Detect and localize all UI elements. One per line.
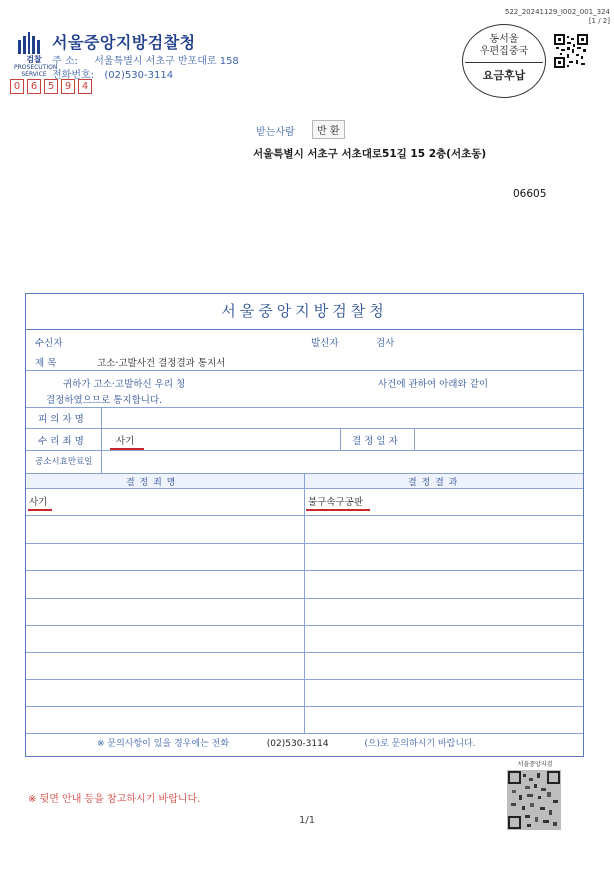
decision-date-label: 결 정 일 자 bbox=[352, 436, 398, 447]
sender-address-line bbox=[52, 52, 239, 67]
recipient-label: 받는사람 bbox=[256, 127, 295, 138]
stamp-line3: 요금후납 bbox=[482, 69, 526, 82]
qr-code-icon bbox=[554, 34, 588, 68]
table-row bbox=[26, 625, 583, 626]
prosecution-logo-icon bbox=[18, 30, 40, 54]
from-value: 검사 bbox=[376, 338, 395, 349]
logo-subtext: PROSECUTION SERVICE bbox=[14, 64, 58, 78]
doc-id-text: 522_20241129_I002_001_324 bbox=[504, 8, 610, 16]
postage-stamp bbox=[462, 24, 546, 98]
table-row bbox=[26, 679, 583, 680]
notification-form bbox=[25, 293, 584, 757]
postal-digit: 6 bbox=[27, 79, 41, 94]
subject-value: 고소·고발사건 결정결과 통지서 bbox=[97, 358, 226, 369]
footnote-text-a: ※ 문의사항이 있을 경우에는 전화 bbox=[97, 739, 230, 749]
body-line1-b: 사건에 관하여 아래와 같이 bbox=[378, 379, 489, 390]
form-title: 서울중앙지방검찰청 bbox=[26, 294, 583, 330]
stamp-line1: 동서울 bbox=[489, 34, 519, 45]
postal-digit: 9 bbox=[61, 79, 75, 94]
col-right-header: 결 정 결 과 bbox=[408, 478, 459, 488]
charge-label: 수 리 죄 명 bbox=[38, 436, 84, 447]
postal-digit: 4 bbox=[78, 79, 92, 94]
table-row bbox=[26, 733, 583, 734]
table-row bbox=[26, 543, 583, 544]
row1-charge: 사기 bbox=[29, 497, 48, 508]
row1-result: 불구속구공판 bbox=[308, 497, 364, 508]
table-row bbox=[26, 706, 583, 707]
qr-caption: 서울중앙지검 bbox=[517, 761, 553, 768]
stamp-divider bbox=[465, 62, 543, 63]
verification-qr-icon bbox=[507, 770, 561, 830]
postal-digit: 0 bbox=[10, 79, 24, 94]
document-id bbox=[500, 8, 610, 26]
org-title: 서울중앙지방검찰청 bbox=[52, 33, 196, 52]
suspect-label: 피 의 자 명 bbox=[38, 414, 84, 425]
logo-caption bbox=[14, 55, 58, 78]
statute-label: 공소시효만료일 bbox=[35, 457, 93, 467]
body-line2: 결정하였으므로 통지합니다. bbox=[46, 395, 163, 406]
postal-digit: 5 bbox=[44, 79, 58, 94]
divider bbox=[340, 428, 341, 450]
table-row bbox=[26, 570, 583, 571]
divider bbox=[26, 407, 583, 408]
subject-label: 제 목 bbox=[35, 358, 57, 369]
row1-result-underline bbox=[306, 509, 370, 511]
divider bbox=[26, 450, 583, 451]
charge-value: 사기 bbox=[116, 436, 135, 447]
stamp-line2: 우편집중국 bbox=[479, 46, 529, 57]
sender-address: 서울특별시 서초구 반포대로 158 bbox=[94, 56, 239, 67]
table-row bbox=[26, 598, 583, 599]
recipient-name: 반 환 bbox=[312, 120, 345, 139]
footnote-text-b: (으)로 문의하시기 바랍니다. bbox=[364, 739, 476, 749]
logo-text: 검찰 bbox=[26, 55, 42, 64]
table-row bbox=[26, 652, 583, 653]
row1-charge-underline bbox=[28, 509, 52, 511]
divider bbox=[414, 428, 415, 450]
to-label: 수신자 bbox=[35, 338, 63, 349]
sender-tel: (02)530-3114 bbox=[104, 70, 174, 81]
from-label: 발신자 bbox=[311, 338, 339, 349]
recipient-address: 서울특별시 서초구 서초대로51길 15 2층(서초동) bbox=[253, 148, 487, 160]
divider bbox=[26, 428, 583, 429]
tel-label: 전화번호: bbox=[52, 70, 95, 81]
reverse-side-note: ※ 뒷면 안내 등을 참고하시기 바랍니다. bbox=[28, 794, 201, 805]
footnote-tel: (02)530-3114 bbox=[266, 739, 329, 749]
table-row bbox=[26, 515, 583, 516]
page-ref: [1 / 2] bbox=[588, 17, 610, 25]
divider bbox=[26, 370, 583, 371]
recipient-zip: 06605 bbox=[513, 188, 547, 200]
address-label: 주 소: bbox=[52, 56, 78, 67]
divider bbox=[304, 473, 305, 733]
col-left-header: 결 정 죄 명 bbox=[126, 478, 177, 488]
page-number: 1/1 bbox=[299, 815, 316, 826]
sender-postal-code bbox=[10, 79, 92, 94]
inquiry-footnote bbox=[97, 736, 476, 749]
divider bbox=[101, 407, 102, 475]
body-line1-a: 귀하가 고소·고발하신 우리 청 bbox=[63, 379, 186, 390]
